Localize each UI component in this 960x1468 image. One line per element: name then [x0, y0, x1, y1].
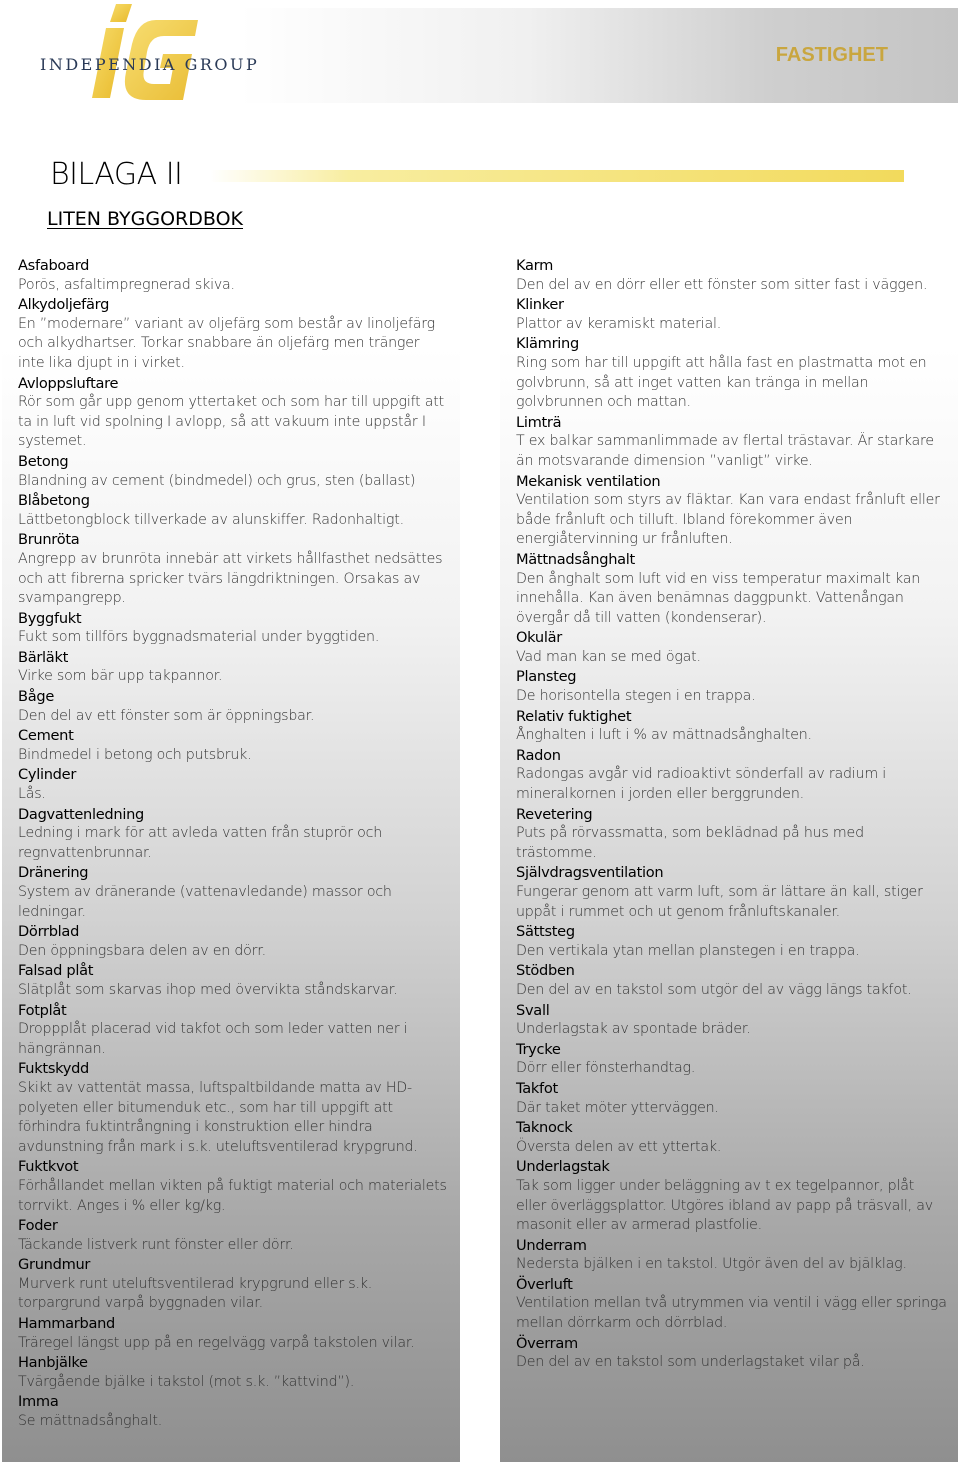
glossary-term: Alkydoljefärg — [18, 296, 110, 314]
glossary-term: Stödben — [516, 962, 575, 980]
glossary-entry — [18, 1392, 450, 1431]
page-title: BILAGA II — [50, 157, 183, 192]
glossary-entry — [516, 256, 948, 295]
glossary-entry — [516, 413, 948, 472]
glossary-definition: Vad man kan se med ögat. — [516, 648, 701, 665]
glossary-definition: Ring som har till uppgift att hålla fast en plastmatta mot en golvbrunn, så att inget vatten kan tränga in mellan golvbrunnen och mattan. — [516, 354, 927, 411]
glossary-entry — [18, 922, 450, 961]
glossary-entry — [18, 1157, 450, 1216]
glossary-term: Imma — [18, 1393, 59, 1411]
glossary-term: Fuktskydd — [18, 1060, 90, 1078]
glossary-entry — [18, 726, 450, 765]
glossary-entry — [18, 295, 450, 373]
glossary-term: Foder — [18, 1217, 58, 1235]
glossary-entry — [516, 1334, 948, 1373]
glossary-definition: Bindmedel i betong och putsbruk. — [18, 746, 252, 763]
glossary-entry — [516, 961, 948, 1000]
glossary-definition: Den del av en takstol som utgör del av vägg längs takfot. — [516, 981, 912, 998]
glossary-term: Betong — [18, 452, 69, 470]
glossary-entry — [18, 648, 450, 687]
glossary-term: Okulär — [516, 629, 562, 647]
glossary-entry — [18, 609, 450, 648]
glossary-term: Båge — [18, 688, 54, 706]
glossary-entry — [516, 863, 948, 922]
glossary-entry — [516, 1236, 948, 1275]
glossary-term: Mättnadsånghalt — [516, 550, 635, 568]
glossary-definition: Angrepp av brunröta innebär att virkets hållfasthet nedsättes och att fibrerna spricker tvärs längdriktningen. Orsakas av svampangrepp. — [18, 550, 443, 607]
glossary-term: Trycke — [516, 1040, 561, 1058]
glossary-definition: Där taket möter ytterväggen. — [516, 1099, 719, 1116]
glossary-definition: Underlagstak av spontade bräder. — [516, 1021, 751, 1038]
glossary-entry — [516, 295, 948, 334]
glossary-definition: Ledning i mark för att avleda vatten från stuprör och regnvattenbrunnar. — [18, 825, 383, 861]
glossary-term: Avloppsluftare — [18, 374, 119, 392]
glossary-entry — [516, 746, 948, 805]
section-label: FASTIGHET — [775, 44, 888, 66]
glossary-entry — [516, 550, 948, 628]
glossary-entry — [18, 1353, 450, 1392]
glossary-definition: Rör som går upp genom yttertaket och som har till uppgift att ta in luft vid spolning I avlopp, så att vakuum inte uppstår I systemet. — [18, 394, 445, 450]
glossary-entry — [18, 1001, 450, 1060]
glossary-entry — [516, 1157, 948, 1235]
glossary-entry — [516, 667, 948, 706]
glossary-entry — [516, 628, 948, 667]
brand-name: INDEPENDIA GROUP — [40, 55, 260, 74]
glossary-term: Limträ — [516, 413, 562, 431]
title-rule — [210, 170, 904, 182]
glossary-term: Dörrblad — [18, 923, 80, 941]
glossary-entry — [18, 1314, 450, 1353]
glossary-entry — [18, 374, 450, 452]
glossary-term: Grundmur — [18, 1256, 91, 1274]
glossary-definition: Tak som ligger under beläggning av t ex tegelpannor, plåt eller överläggsplattor. Utgöres ibland av papp på träsvall, av masonit eller av armerad plastfolie. — [516, 1177, 933, 1234]
glossary-term: Klinker — [516, 296, 564, 314]
glossary-definition: Träregel längst upp på en regelvägg varpå takstolen vilar. — [18, 1334, 415, 1351]
glossary-term: Klämring — [516, 335, 579, 353]
glossary-entry — [18, 1216, 450, 1255]
glossary-definition: Tvärgående bjälke i takstol (mot s.k. ”kattvind”). — [18, 1373, 355, 1390]
glossary-term: Dränering — [18, 864, 89, 882]
glossary-definition: Dörr eller fönsterhandtag. — [516, 1060, 696, 1077]
glossary-term: Mekanisk ventilation — [516, 472, 661, 490]
glossary-definition: Den öppningsbara delen av en dörr. — [18, 942, 266, 959]
glossary-term: Blåbetong — [18, 492, 90, 510]
glossary-term: Bärläkt — [18, 648, 69, 666]
glossary-entry — [18, 961, 450, 1000]
glossary-definition: Ventilation som styrs av fläktar. Kan vara endast frånluft eller både frånluft och tilluft. Ibland förekommer även energiåtervinning ur frånluften. — [516, 492, 940, 548]
glossary-definition: Radongas avgår vid radioaktivt sönderfall av radium i mineralkornen i jorden eller berggrunden. — [516, 766, 887, 803]
glossary-definition: Den ånghalt som luft vid en viss temperatur maximalt kan innehålla. Kan även benämnas daggpunkt. Vattenångan övergår då till vatten (kondenserar). — [516, 570, 921, 626]
glossary-term: Karm — [516, 257, 554, 274]
glossary-term: Byggfukt — [18, 609, 82, 627]
glossary-term: Överluft — [516, 1275, 573, 1293]
glossary-entry — [18, 491, 450, 530]
glossary-term: Cylinder — [18, 766, 77, 784]
glossary-term: Revetering — [516, 805, 593, 823]
glossary-definition: Översta delen av ett yttertak. — [516, 1138, 722, 1155]
glossary-definition: Skikt av vattentät massa, luftspaltbildande matta av HD-polyeten eller bitumenduk etc., som har till uppgift att förhindra fuktintrångning i konstruktion eller hindra avdunstning från mark i s.k. uteluftsventilerad krypgrund. — [18, 1079, 418, 1155]
glossary-definition: De horisontella stegen i en trappa. — [516, 688, 756, 705]
glossary-term: Fuktkvot — [18, 1158, 79, 1176]
glossary-term: Dagvattenledning — [18, 805, 145, 823]
glossary-definition: Murverk runt uteluftsventilerad krypgrund eller s.k. torpargrund varpå byggnaden vilar. — [18, 1275, 373, 1312]
glossary-entry — [516, 922, 948, 961]
glossary-definition: Porös, asfaltimpregnerad skiva. — [18, 276, 235, 293]
glossary-definition: Ventilation mellan två utrymmen via ventil i vägg eller springa mellan dörrkarm och dörrblad. — [516, 1295, 947, 1332]
glossary-definition: T ex balkar sammanlimmade av flertal trästavar. Är starkare än motsvarande dimension ”vanligt” virke. — [516, 433, 934, 469]
glossary-definition: Slätplåt som skarvas ihop med övervikta ståndskarvar. — [18, 981, 398, 998]
glossary-entry — [18, 805, 450, 864]
glossary-definition: Virke som bär upp takpannor. — [18, 668, 223, 685]
glossary-term: Taknock — [516, 1119, 573, 1137]
glossary-definition: Fungerar genom att varm luft, som är lättare än kall, stiger uppåt i rummet och ut genom frånluftskanaler. — [516, 884, 923, 920]
glossary-entry — [18, 863, 450, 922]
glossary-definition: Puts på rörvassmatta, som beklädnad på hus med trästomme. — [516, 825, 864, 861]
glossary-term: Fotplåt — [18, 1001, 67, 1019]
glossary-definition: Droppplåt placerad vid takfot och som leder vatten ner i hängrännan. — [18, 1021, 408, 1057]
glossary-definition: Lättbetongblock tillverkade av alunskiffer. Radonhaltigt. — [18, 511, 404, 528]
glossary-term: Underram — [516, 1236, 587, 1254]
glossary-column-left — [2, 250, 460, 1462]
glossary-column-right — [500, 250, 958, 1462]
glossary-entry — [516, 805, 948, 864]
page-subtitle: LITEN BYGGORDBOK — [47, 208, 244, 230]
glossary-definition: Se mättnadsånghalt. — [18, 1413, 163, 1430]
glossary-entry — [516, 1118, 948, 1157]
glossary-entry — [18, 530, 450, 608]
independia-logo-icon — [86, 0, 204, 104]
glossary-entry — [516, 1275, 948, 1334]
glossary-definition: Lås. — [18, 786, 46, 803]
glossary-term: Takfot — [516, 1079, 558, 1097]
glossary-definition: Ånghalten i luft i % av mättnadsånghalten. — [516, 727, 812, 744]
glossary-entry — [516, 707, 948, 746]
glossary-entry — [18, 687, 450, 726]
glossary-term: Hammarband — [18, 1315, 116, 1333]
glossary-entry — [18, 1059, 450, 1157]
glossary-term: Falsad plåt — [18, 962, 94, 980]
glossary-entry — [516, 334, 948, 412]
glossary-definition: Den del av ett fönster som är öppningsbar. — [18, 707, 315, 724]
glossary-entry — [516, 472, 948, 550]
glossary-term: Radon — [516, 746, 561, 764]
glossary-entry — [516, 1079, 948, 1118]
glossary-term: Asfaboard — [18, 257, 90, 274]
glossary-entry — [516, 1040, 948, 1079]
glossary-definition: Den del av en takstol som underlagstaket vilar på. — [516, 1354, 865, 1371]
glossary-definition: Plattor av keramiskt material. — [516, 315, 722, 332]
glossary-term: Brunröta — [18, 531, 80, 549]
glossary-entry — [18, 256, 450, 295]
glossary-term: Självdragsventilation — [516, 864, 664, 882]
glossary-term: Relativ fuktighet — [516, 707, 632, 725]
glossary-definition: Förhållandet mellan vikten på fuktigt material och materialets torrvikt. Anges i % eller kg/kg. — [18, 1177, 447, 1214]
glossary-definition: System av dränerande (vattenavledande) massor och ledningar. — [18, 884, 392, 920]
glossary-definition: Blandning av cement (bindmedel) och grus, sten (ballast) — [18, 472, 416, 489]
glossary-term: Cement — [18, 727, 74, 745]
glossary-term: Underlagstak — [516, 1158, 610, 1176]
glossary-definition: Nedersta bjälken i en takstol. Utgör även del av bjälklag. — [516, 1256, 907, 1273]
glossary-definition: Den del av en dörr eller ett fönster som sitter fast i väggen. — [516, 276, 928, 293]
glossary-term: Överram — [516, 1334, 578, 1352]
glossary-definition: Täckande listverk runt fönster eller dörr. — [18, 1236, 294, 1253]
glossary-term: Sättsteg — [516, 923, 575, 941]
glossary-term: Svall — [516, 1001, 550, 1019]
glossary-entry — [18, 1255, 450, 1314]
glossary-entry — [18, 765, 450, 804]
glossary-term: Hanbjälke — [18, 1354, 88, 1372]
glossary-definition: En ”modernare” variant av oljefärg som består av linoljefärg och alkydhartser. Torkar snabbare än oljefärg men tränger inte lika djupt in i virket. — [18, 315, 435, 371]
glossary-definition: Fukt som tillförs byggnadsmaterial under byggtiden. — [18, 629, 380, 646]
glossary-definition: Den vertikala ytan mellan planstegen i en trappa. — [516, 942, 860, 959]
glossary-term: Plansteg — [516, 668, 577, 686]
glossary-entry — [18, 452, 450, 491]
glossary-entry — [516, 1001, 948, 1040]
